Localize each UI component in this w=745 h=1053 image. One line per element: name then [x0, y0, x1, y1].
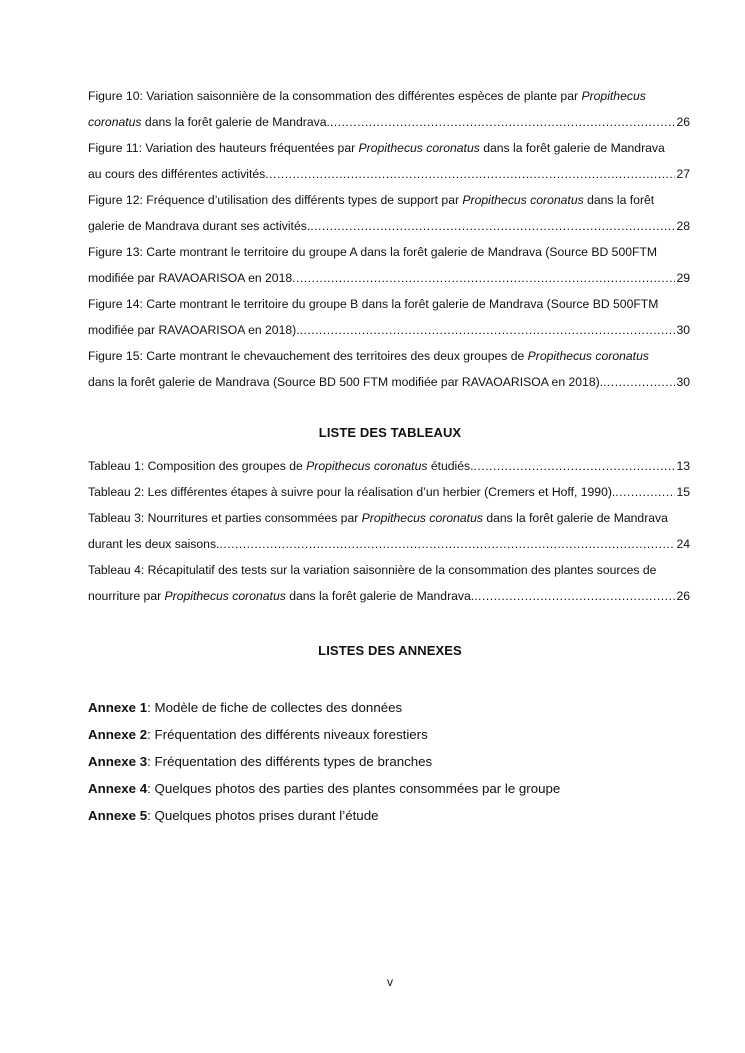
- page-ref: 30: [676, 323, 690, 337]
- toc-entry-figure-13: Figure 13: Carte montrant le territoire du groupe A dans la forêt galerie de Mandrava (Source BD 500FTM modifiée par RAVAOARISOA en 2018 ..... 29: [88, 239, 690, 291]
- annex-item: Annexe 5: Quelques photos prises durant l’étude: [88, 808, 379, 823]
- figures-list: [88, 83, 690, 395]
- dot-leader: [292, 265, 675, 291]
- dot-leader: [265, 161, 675, 187]
- annex-item: Annexe 1: Modèle de fiche de collectes des données: [88, 700, 403, 715]
- tables-heading: LISTE DES TABLEAUX: [318, 425, 462, 440]
- page-ref: 24: [676, 537, 690, 551]
- page-ref: 26: [676, 115, 690, 129]
- page-ref: 29: [676, 271, 690, 285]
- toc-entry-figure-12: Figure 12: Fréquence d’utilisation des différents types de support par Propithecus coronatus dans la forêt galerie de Mandrava durant ses activités. ..... 28: [88, 187, 690, 239]
- annex-item: Annexe 3: Fréquentation des différents types de branches: [88, 754, 433, 769]
- dot-leader: [615, 479, 675, 505]
- annexes-list: [88, 694, 560, 829]
- dot-leader: [310, 213, 675, 239]
- dot-leader: [219, 531, 675, 557]
- annex-item: Annexe 4: Quelques photos des parties des plantes consommées par le groupe: [88, 781, 561, 796]
- toc-entry-tableau-2: Tableau 2: Les différentes étapes à suivre pour la réalisation d’un herbier (Cremers et Hoff, 1990). ..... 15: [88, 479, 690, 505]
- toc-entry-tableau-3: Tableau 3: Nourritures et parties consommées par Propithecus coronatus dans la forêt galerie de Mandrava durant les deux saisons. ..... 24: [88, 505, 690, 557]
- dot-leader: [474, 583, 675, 609]
- toc-entry-figure-14: Figure 14: Carte montrant le territoire du groupe B dans la forêt galerie de Mandrava (Source BD 500FTM modifiée par RAVAOARISOA en 2018). ..... 30: [88, 291, 690, 343]
- dot-leader: [474, 453, 676, 479]
- toc-entry-figure-15: Figure 15: Carte montrant le chevauchement des territoires des deux groupes de Propithecus coronatus dans la forêt galerie de Mandrava (Source BD 500 FTM modifiée par RAVAOARISOA en 2018). ..... 30: [88, 343, 690, 395]
- annex-item: Annexe 2: Fréquentation des différents niveaux forestiers: [88, 727, 428, 742]
- dot-leader: [603, 369, 675, 395]
- annexes-heading: LISTES DES ANNEXES: [318, 643, 462, 658]
- page-number: v: [387, 975, 393, 989]
- page-ref: 30: [676, 375, 690, 389]
- toc-entry-figure-10: Figure 10: Variation saisonnière de la consommation des différentes espèces de plante par Propithecus coronatus dans la forêt galerie de Mandrava. ..... 26: [88, 83, 690, 135]
- page-ref: 26: [676, 589, 690, 603]
- dot-leader: [330, 109, 676, 135]
- page-ref: 15: [676, 485, 690, 499]
- toc-entry-figure-11: Figure 11: Variation des hauteurs fréquentées par Propithecus coronatus dans la forêt galerie de Mandrava au cours des différentes activités ..... 27: [88, 135, 690, 187]
- tables-list: [88, 453, 690, 609]
- page-ref: 27: [676, 167, 690, 181]
- toc-entry-tableau-4: Tableau 4: Récapitulatif des tests sur la variation saisonnière de la consommation des plantes sources de nourriture par Propithecus coronatus dans la forêt galerie de Mandrava. ..... 26: [88, 557, 690, 609]
- toc-entry-tableau-1: Tableau 1: Composition des groupes de Propithecus coronatus étudiés. ..... 13: [88, 453, 690, 479]
- dot-leader: [300, 317, 676, 343]
- page-ref: 13: [676, 459, 690, 473]
- page-ref: 28: [676, 219, 690, 233]
